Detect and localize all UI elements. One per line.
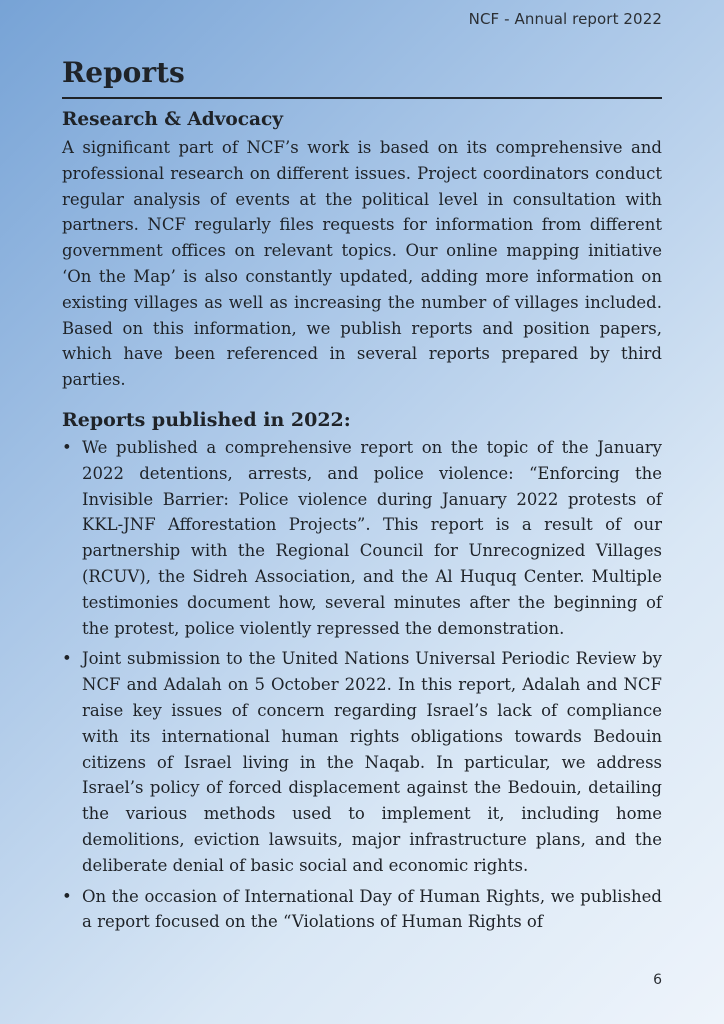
section-title: Research & Advocacy (62, 109, 284, 130)
list-item-text: On the occasion of International Day of Human Rights, we published a report focused on the “Violations of Human Rights of (82, 886, 662, 932)
list-item-text: We published a comprehensive report on the topic of the January 2022 detentions, arrests, and police violence: “Enforcing the Invisible Barrier: Police violence during January 2022 protests of KKL-JNF Afforestation Projects”. This report is a result of our partnership with the Regional Council for Unrecognized Villages (RCUV), the Sidreh Association, and the Al Huquq Center. Multiple testimonies document how, several minutes after the beginning of the protest, police violently repressed the demonstration. (82, 437, 662, 638)
running-header: NCF - Annual report 2022 (468, 10, 662, 28)
subsection-title: Reports published in 2022: (62, 408, 351, 431)
list-item (62, 884, 662, 936)
page-number: 6 (653, 972, 662, 988)
intro-paragraph: A significant part of NCF’s work is based on its comprehensive and professional research on different issues. Project coordinators conduct regular analysis of events at the political level in consultation with partners. NCF regularly files requests for information from different government offices on relevant topics. Our online mapping initiative ‘On the Map’ is also constantly updated, adding more information on existing villages as well as increasing the number of villages included. Based on this information, we publish reports and position papers, which have been referenced in several reports prepared by third parties. (62, 138, 662, 390)
page-content (62, 56, 662, 940)
reports-list (62, 435, 662, 935)
page-title: Reports (62, 56, 662, 99)
bullet-icon: • (62, 649, 72, 669)
list-item-text: Joint submission to the United Nations Universal Periodic Review by NCF and Adalah on 5 October 2022. In this report, Adalah and NCF raise key issues of concern regarding Israel’s lack of compliance with its international human rights obligations towards Bedouin citizens of Israel living in the Naqab. In particular, we address Israel’s policy of forced displacement against the Bedouin, detailing the various methods used to implement it, including home demolitions, eviction lawsuits, major infrastructure plans, and the deliberate denial of basic social and economic rights. (82, 649, 662, 875)
bullet-icon: • (62, 886, 72, 906)
list-item (62, 435, 662, 641)
list-item (62, 646, 662, 878)
bullet-icon: • (62, 437, 72, 457)
